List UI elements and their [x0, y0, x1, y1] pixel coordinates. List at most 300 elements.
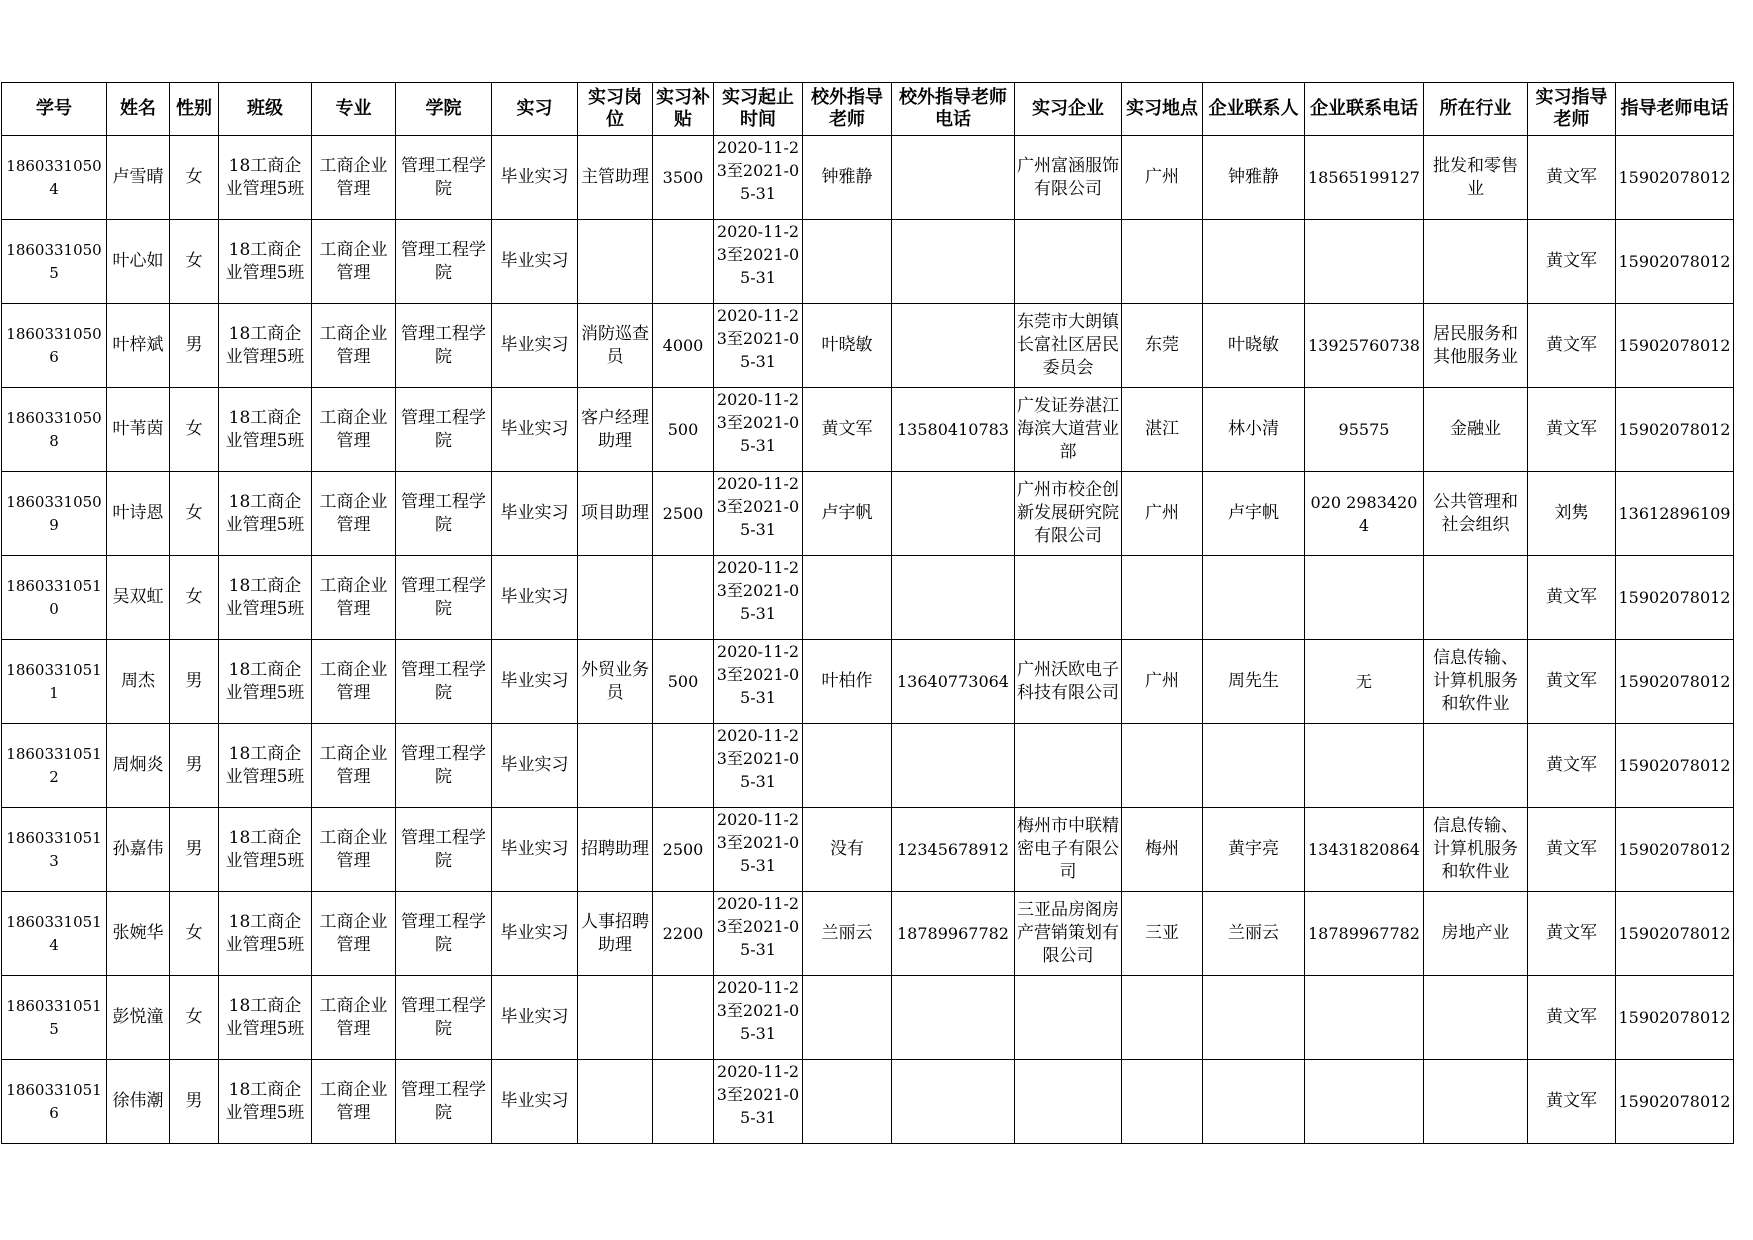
cell-position [578, 304, 653, 388]
cell-external-supervisor [803, 304, 892, 388]
cell-advisor-phone [1616, 136, 1734, 220]
cell-text: 居民服务和其他服务业 [1433, 323, 1518, 367]
cell-text: 吴双虹 [112, 587, 164, 607]
cell-text: 广州 [1145, 167, 1179, 187]
cell-external-supervisor [803, 1060, 892, 1144]
cell-text: 18工商企业管理5班 [225, 239, 305, 283]
cell-text: 13925760738 [1308, 336, 1420, 355]
cell-company-contact [1203, 892, 1305, 976]
cell-text: 项目助理 [581, 503, 649, 523]
cell-subsidy [653, 388, 714, 472]
cell-industry [1424, 808, 1528, 892]
cell-gender [170, 136, 219, 220]
cell-text: 信息传输、计算机服务和软件业 [1433, 816, 1518, 882]
cell-position [578, 556, 653, 640]
cell-text: 2020-11-23至2021-05-31 [716, 810, 800, 875]
cell-major [312, 892, 396, 976]
cell-external-supervisor [803, 976, 892, 1060]
cell-advisor [1528, 640, 1616, 724]
cell-location [1122, 388, 1203, 472]
cell-text: 毕业实习 [500, 671, 569, 691]
column-header: 实习指导老师 [1528, 83, 1616, 136]
cell-company-contact [1203, 808, 1305, 892]
cell-company-phone [1305, 136, 1424, 220]
cell-period [714, 388, 803, 472]
header-row [2, 83, 1734, 136]
cell-advisor [1528, 388, 1616, 472]
cell-text: 外贸业务员 [581, 659, 649, 703]
cell-text: 500 [667, 672, 699, 691]
column-header: 校外指导老师 [803, 83, 892, 136]
cell-period [714, 1060, 803, 1144]
cell-text: 批发和零售业 [1433, 155, 1518, 199]
cell-external-supervisor [803, 388, 892, 472]
column-header: 企业联系人 [1203, 83, 1305, 136]
cell-internship-type [492, 976, 578, 1060]
cell-gender [170, 724, 219, 808]
cell-external-supervisor-phone [892, 724, 1015, 808]
cell-gender [170, 556, 219, 640]
cell-text: 周炯炎 [112, 755, 164, 775]
cell-text: 黄文军 [1546, 1007, 1597, 1027]
cell-college [396, 808, 492, 892]
cell-company [1015, 640, 1122, 724]
cell-name [107, 724, 170, 808]
cell-company-contact [1203, 304, 1305, 388]
cell-text: 女 [185, 419, 203, 439]
cell-text: 叶晓敏 [1228, 335, 1279, 355]
cell-subsidy [653, 136, 714, 220]
column-header: 专业 [312, 83, 396, 136]
cell-major [312, 304, 396, 388]
cell-text: 管理工程学院 [401, 659, 486, 703]
cell-internship-type [492, 388, 578, 472]
cell-text: 毕业实习 [500, 419, 569, 439]
cell-text: 毕业实习 [500, 587, 569, 607]
cell-text: 2020-11-23至2021-05-31 [716, 1062, 800, 1127]
table-row [2, 640, 1734, 724]
cell-location [1122, 304, 1203, 388]
cell-external-supervisor [803, 220, 892, 304]
cell-text: 2020-11-23至2021-05-31 [716, 558, 800, 623]
cell-text: 男 [185, 1091, 203, 1111]
cell-company-phone [1305, 640, 1424, 724]
cell-text: 黄文军 [1546, 755, 1597, 775]
cell-period [714, 892, 803, 976]
cell-text: 13640773064 [897, 672, 1009, 691]
cell-advisor [1528, 556, 1616, 640]
cell-text: 招聘助理 [581, 839, 649, 859]
column-header: 实习企业 [1015, 83, 1122, 136]
table-row [2, 556, 1734, 640]
cell-advisor-phone [1616, 304, 1734, 388]
cell-college [396, 640, 492, 724]
cell-company [1015, 556, 1122, 640]
cell-text: 黄文军 [1546, 923, 1597, 943]
cell-text: 管理工程学院 [401, 995, 486, 1039]
cell-industry [1424, 892, 1528, 976]
cell-company [1015, 976, 1122, 1060]
cell-external-supervisor-phone [892, 1060, 1015, 1144]
cell-major [312, 472, 396, 556]
table-row [2, 304, 1734, 388]
cell-advisor-phone [1616, 556, 1734, 640]
cell-advisor [1528, 472, 1616, 556]
cell-text: 工商企业管理 [319, 575, 388, 619]
cell-student-id [2, 220, 107, 304]
cell-advisor-phone [1616, 724, 1734, 808]
cell-position [578, 640, 653, 724]
internship-table [1, 82, 1734, 1144]
cell-advisor-phone [1616, 808, 1734, 892]
cell-industry [1424, 136, 1528, 220]
cell-advisor [1528, 724, 1616, 808]
column-header: 校外指导老师电话 [892, 83, 1015, 136]
column-header: 学院 [396, 83, 492, 136]
cell-subsidy [653, 640, 714, 724]
cell-text: 18565199127 [1308, 168, 1420, 187]
cell-text: 2500 [662, 840, 704, 859]
cell-industry [1424, 976, 1528, 1060]
column-header: 实习起止时间 [714, 83, 803, 136]
table-row [2, 976, 1734, 1060]
cell-external-supervisor [803, 472, 892, 556]
cell-period [714, 556, 803, 640]
cell-position [578, 136, 653, 220]
cell-text: 18工商企业管理5班 [225, 827, 305, 871]
cell-external-supervisor [803, 556, 892, 640]
cell-text: 周杰 [121, 671, 155, 691]
cell-name [107, 808, 170, 892]
cell-gender [170, 472, 219, 556]
cell-class [219, 220, 312, 304]
cell-text: 管理工程学院 [401, 575, 486, 619]
cell-text: 女 [185, 251, 203, 271]
table-row [2, 136, 1734, 220]
cell-text: 15902078012 [1618, 1008, 1731, 1027]
cell-text: 2020-11-23至2021-05-31 [716, 726, 800, 791]
cell-company-phone [1305, 304, 1424, 388]
cell-text: 东莞市大朗镇长富社区居民委员会 [1017, 312, 1119, 378]
cell-college [396, 136, 492, 220]
cell-text: 广发证券湛江海滨大道营业部 [1017, 396, 1119, 462]
cell-internship-type [492, 1060, 578, 1144]
cell-text: 黄文军 [1546, 1091, 1597, 1111]
cell-text: 男 [185, 335, 203, 355]
cell-gender [170, 892, 219, 976]
cell-text: 15902078012 [1618, 672, 1731, 691]
cell-major [312, 1060, 396, 1144]
cell-text: 工商企业管理 [319, 491, 388, 535]
cell-text: 95575 [1338, 420, 1390, 439]
cell-internship-type [492, 808, 578, 892]
cell-text: 金融业 [1450, 419, 1501, 439]
cell-text: 18工商企业管理5班 [225, 323, 305, 367]
cell-student-id [2, 556, 107, 640]
cell-gender [170, 808, 219, 892]
cell-class [219, 304, 312, 388]
cell-internship-type [492, 892, 578, 976]
cell-company [1015, 1060, 1122, 1144]
cell-period [714, 220, 803, 304]
cell-name [107, 976, 170, 1060]
cell-internship-type [492, 136, 578, 220]
cell-name [107, 304, 170, 388]
cell-period [714, 808, 803, 892]
cell-text: 梅州市中联精密电子有限公司 [1017, 816, 1119, 882]
cell-company-contact [1203, 1060, 1305, 1144]
table-row [2, 1060, 1734, 1144]
cell-major [312, 388, 396, 472]
cell-major [312, 976, 396, 1060]
cell-external-supervisor [803, 136, 892, 220]
cell-text: 工商企业管理 [319, 407, 388, 451]
cell-position [578, 472, 653, 556]
cell-text: 毕业实习 [500, 1091, 569, 1111]
cell-text: 信息传输、计算机服务和软件业 [1433, 648, 1518, 714]
cell-advisor-phone [1616, 976, 1734, 1060]
cell-location [1122, 640, 1203, 724]
cell-company-contact [1203, 472, 1305, 556]
cell-company-phone [1305, 472, 1424, 556]
column-header: 实习地点 [1122, 83, 1203, 136]
cell-text: 黄文军 [1546, 335, 1597, 355]
column-header: 姓名 [107, 83, 170, 136]
cell-text: 毕业实习 [500, 923, 569, 943]
cell-college [396, 556, 492, 640]
cell-period [714, 304, 803, 388]
cell-text: 消防巡查员 [581, 323, 649, 367]
cell-text: 黄文军 [1546, 251, 1597, 271]
cell-student-id [2, 136, 107, 220]
cell-college [396, 892, 492, 976]
cell-class [219, 1060, 312, 1144]
cell-company-phone [1305, 556, 1424, 640]
cell-text: 15902078012 [1618, 1092, 1731, 1111]
cell-company [1015, 808, 1122, 892]
cell-location [1122, 724, 1203, 808]
cell-major [312, 724, 396, 808]
cell-period [714, 640, 803, 724]
cell-company-contact [1203, 136, 1305, 220]
cell-text: 叶梓斌 [112, 335, 164, 355]
cell-text: 2020-11-23至2021-05-31 [716, 306, 800, 371]
cell-text: 卢宇帆 [821, 503, 873, 523]
cell-text: 18789967782 [897, 924, 1009, 943]
cell-industry [1424, 640, 1528, 724]
cell-text: 工商企业管理 [319, 911, 388, 955]
cell-external-supervisor [803, 640, 892, 724]
cell-location [1122, 220, 1203, 304]
cell-text: 工商企业管理 [319, 239, 388, 283]
cell-text: 2020-11-23至2021-05-31 [716, 894, 800, 959]
cell-advisor [1528, 136, 1616, 220]
cell-text: 15902078012 [1618, 840, 1731, 859]
cell-position [578, 892, 653, 976]
cell-industry [1424, 724, 1528, 808]
cell-company-phone [1305, 388, 1424, 472]
cell-position [578, 220, 653, 304]
cell-college [396, 472, 492, 556]
cell-gender [170, 976, 219, 1060]
cell-class [219, 976, 312, 1060]
cell-company [1015, 388, 1122, 472]
cell-student-id [2, 472, 107, 556]
cell-text: 18603310510 [6, 576, 102, 618]
cell-text: 黄宇亮 [1228, 839, 1279, 859]
cell-location [1122, 808, 1203, 892]
cell-text: 15902078012 [1618, 336, 1731, 355]
cell-text: 18工商企业管理5班 [225, 491, 305, 535]
cell-advisor-phone [1616, 388, 1734, 472]
cell-position [578, 808, 653, 892]
cell-text: 工商企业管理 [319, 1079, 388, 1123]
table-row [2, 724, 1734, 808]
cell-text: 人事招聘助理 [581, 911, 649, 955]
cell-text: 叶柏作 [821, 671, 873, 691]
cell-name [107, 556, 170, 640]
cell-text: 公共管理和社会组织 [1433, 491, 1518, 535]
cell-text: 15902078012 [1618, 588, 1731, 607]
cell-text: 18603310514 [6, 912, 102, 954]
cell-text: 广州富涵服饰有限公司 [1017, 155, 1119, 199]
table-row [2, 220, 1734, 304]
cell-text: 梅州 [1145, 839, 1179, 859]
cell-text: 工商企业管理 [319, 155, 388, 199]
cell-gender [170, 640, 219, 724]
cell-text: 020 29834204 [1310, 492, 1418, 535]
cell-text: 工商企业管理 [319, 743, 388, 787]
cell-text: 毕业实习 [500, 251, 569, 271]
cell-period [714, 976, 803, 1060]
cell-text: 毕业实习 [500, 167, 569, 187]
cell-company [1015, 304, 1122, 388]
cell-text: 湛江 [1145, 419, 1179, 439]
cell-internship-type [492, 304, 578, 388]
cell-text: 女 [185, 923, 203, 943]
cell-text: 13580410783 [897, 420, 1009, 439]
cell-text: 广州市校企创新发展研究院有限公司 [1017, 480, 1119, 546]
cell-text: 15902078012 [1618, 420, 1731, 439]
cell-company-contact [1203, 220, 1305, 304]
cell-class [219, 892, 312, 976]
column-header: 实习 [492, 83, 578, 136]
cell-text: 18工商企业管理5班 [225, 743, 305, 787]
cell-text: 黄文军 [1546, 839, 1597, 859]
cell-internship-type [492, 640, 578, 724]
cell-external-supervisor [803, 724, 892, 808]
cell-location [1122, 136, 1203, 220]
cell-company [1015, 472, 1122, 556]
cell-text: 2020-11-23至2021-05-31 [716, 138, 800, 203]
cell-text: 男 [185, 839, 203, 859]
cell-text: 广州 [1145, 671, 1179, 691]
cell-text: 黄文军 [1546, 419, 1597, 439]
cell-text: 男 [185, 755, 203, 775]
cell-name [107, 640, 170, 724]
cell-subsidy [653, 220, 714, 304]
cell-period [714, 724, 803, 808]
cell-major [312, 556, 396, 640]
column-header: 企业联系电话 [1305, 83, 1424, 136]
cell-text: 钟雅静 [1228, 167, 1279, 187]
cell-company-phone [1305, 808, 1424, 892]
cell-text: 林小清 [1228, 419, 1279, 439]
cell-text: 兰丽云 [1228, 923, 1279, 943]
cell-industry [1424, 472, 1528, 556]
cell-external-supervisor-phone [892, 472, 1015, 556]
cell-text: 女 [185, 587, 203, 607]
table-row [2, 892, 1734, 976]
cell-text: 三亚品房阁房产营销策划有限公司 [1017, 900, 1119, 966]
cell-advisor [1528, 976, 1616, 1060]
cell-company-phone [1305, 1060, 1424, 1144]
cell-class [219, 472, 312, 556]
cell-text: 18工商企业管理5班 [225, 659, 305, 703]
cell-text: 男 [185, 671, 203, 691]
cell-subsidy [653, 892, 714, 976]
cell-student-id [2, 304, 107, 388]
cell-text: 张婉华 [112, 923, 164, 943]
cell-text: 广州 [1145, 503, 1179, 523]
cell-advisor-phone [1616, 472, 1734, 556]
cell-student-id [2, 724, 107, 808]
cell-text: 管理工程学院 [401, 911, 486, 955]
cell-name [107, 892, 170, 976]
cell-text: 兰丽云 [821, 923, 873, 943]
cell-internship-type [492, 220, 578, 304]
cell-gender [170, 304, 219, 388]
cell-external-supervisor [803, 808, 892, 892]
cell-text: 主管助理 [581, 167, 649, 187]
cell-company-phone [1305, 892, 1424, 976]
cell-text: 18603310511 [6, 660, 102, 702]
cell-student-id [2, 1060, 107, 1144]
cell-external-supervisor-phone [892, 388, 1015, 472]
cell-text: 2500 [662, 504, 704, 523]
cell-advisor [1528, 1060, 1616, 1144]
table-row [2, 472, 1734, 556]
column-header: 实习岗位 [578, 83, 653, 136]
cell-company [1015, 892, 1122, 976]
cell-text: 女 [185, 167, 203, 187]
cell-gender [170, 1060, 219, 1144]
cell-text: 500 [667, 420, 699, 439]
cell-text: 18工商企业管理5班 [225, 911, 305, 955]
cell-text: 刘隽 [1554, 503, 1589, 523]
cell-external-supervisor-phone [892, 220, 1015, 304]
cell-text: 18603310516 [6, 1080, 102, 1122]
cell-position [578, 976, 653, 1060]
cell-text: 黄文军 [1546, 671, 1597, 691]
cell-company-contact [1203, 556, 1305, 640]
cell-text: 管理工程学院 [401, 323, 486, 367]
cell-position [578, 388, 653, 472]
cell-text: 18工商企业管理5班 [225, 1079, 305, 1123]
cell-advisor-phone [1616, 892, 1734, 976]
cell-text: 18工商企业管理5班 [225, 995, 305, 1039]
cell-text: 15902078012 [1618, 252, 1731, 271]
cell-text: 叶心如 [112, 251, 164, 271]
cell-college [396, 304, 492, 388]
cell-external-supervisor-phone [892, 808, 1015, 892]
cell-company-contact [1203, 724, 1305, 808]
cell-subsidy [653, 472, 714, 556]
cell-external-supervisor-phone [892, 976, 1015, 1060]
cell-text: 管理工程学院 [401, 1079, 486, 1123]
cell-company [1015, 136, 1122, 220]
cell-name [107, 1060, 170, 1144]
